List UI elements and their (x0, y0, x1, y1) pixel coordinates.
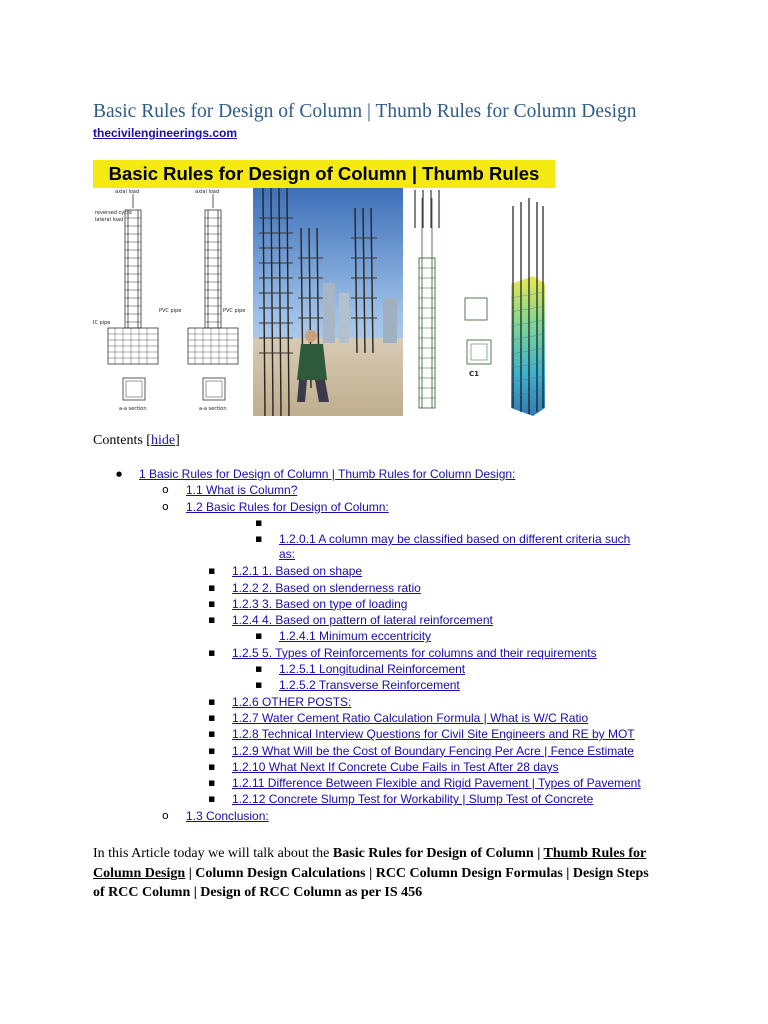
source-link[interactable]: thecivilengineerings.com (93, 126, 238, 140)
page-title: Basic Rules for Design of Column | Thumb Rules for Column Design (93, 101, 637, 122)
toc-bullet: o (162, 808, 169, 822)
toc-link[interactable]: 1.2.5.2 Transverse Reinforcement (279, 678, 460, 693)
toc-bullet: ▪ (208, 759, 216, 773)
hide-toggle-link[interactable]: hide (150, 433, 176, 448)
hero-image (93, 160, 555, 416)
toc-bullet: ▪ (255, 515, 263, 529)
toc-bullet: ▪ (208, 645, 216, 659)
toc-bullet: ● (116, 470, 123, 478)
toc-bullet: o (162, 483, 169, 497)
toc-bullet: ▪ (208, 792, 216, 806)
toc-item[interactable] (0, 596, 768, 612)
toc-link[interactable]: 1.2.2 2. Based on slenderness ratio (232, 580, 421, 595)
toc-item[interactable] (0, 612, 768, 628)
toc-item[interactable] (0, 677, 768, 693)
contents-label: Contents [ (93, 433, 151, 448)
toc-link[interactable]: 1.2.5 5. Types of Reinforcements for columns and their requirements (232, 645, 597, 660)
toc-bullet: ▪ (208, 613, 216, 627)
toc-item[interactable] (0, 563, 768, 579)
label-lateral-load: lateral load (95, 217, 124, 223)
label-section-1: a-a section (119, 406, 147, 412)
toc-item[interactable] (0, 726, 768, 742)
toc-link[interactable]: 1.1 What is Column? (186, 483, 298, 498)
toc-link[interactable]: 1.2.1 1. Based on shape (232, 564, 363, 579)
toc-item[interactable] (0, 710, 768, 726)
toc-link[interactable]: 1.2.6 OTHER POSTS: (232, 694, 352, 709)
toc-item[interactable] (0, 791, 768, 807)
toc-link[interactable]: 1.2 Basic Rules for Design of Column: (186, 499, 389, 514)
toc-link[interactable]: 1.2.10 What Next If Concrete Cube Fails in Test After 28 days (232, 759, 559, 774)
toc-link[interactable]: 1.2.3 3. Based on type of loading (232, 596, 408, 611)
toc-bullet: ▪ (208, 776, 216, 790)
intro-bold-3: | Column Design Calculations | RCC Column Design Formulas | Design Steps of RCC Column | Design of RCC Column as per IS 456 (93, 865, 649, 900)
toc-item[interactable] (0, 628, 768, 644)
toc-link[interactable]: 1.2.4.1 Minimum eccentricity (279, 629, 432, 644)
toc-item[interactable] (0, 808, 768, 824)
toc-link[interactable]: 1 Basic Rules for Design of Column | Thumb Rules for Column Design: (139, 467, 516, 481)
toc-item[interactable] (0, 694, 768, 710)
toc-link[interactable]: 1.2.7 Water Cement Ratio Calculation Formula | What is W/C Ratio (232, 710, 589, 725)
toc-item (0, 515, 768, 531)
toc-bullet: ▪ (208, 596, 216, 610)
toc-bullet: ▪ (208, 743, 216, 757)
toc-bullet: ▪ (208, 710, 216, 724)
label-ic-pipe: IC pipe (93, 320, 111, 326)
toc-bullet: o (162, 499, 169, 513)
toc-link[interactable]: 1.2.4 4. Based on pattern of lateral reinforcement (232, 613, 493, 628)
toc-item[interactable] (0, 645, 768, 661)
toc-bullet: ▪ (208, 727, 216, 741)
label-reversed-cyclic: reversed cyclic (95, 210, 133, 216)
toc-link[interactable]: 1.2.8 Technical Interview Questions for Civil Site Engineers and RE by MOT (232, 727, 635, 742)
label-pvc-pipe-2: PVC pipe (223, 308, 246, 314)
label-pvc-pipe-1: PVC pipe (159, 308, 182, 314)
toc-item[interactable] (0, 482, 768, 498)
toc-link[interactable]: 1.2.12 Concrete Slump Test for Workability | Slump Test of Concrete (232, 792, 594, 807)
toc-bullet: ▪ (208, 564, 216, 578)
contents-heading (93, 433, 180, 449)
toc-bullet: ▪ (208, 694, 216, 708)
toc-item[interactable] (0, 743, 768, 759)
article-intro (93, 844, 653, 903)
toc-item[interactable] (0, 661, 768, 677)
label-axial-load-2: axial load (195, 189, 220, 195)
toc-link[interactable]: 1.2.9 What Will be the Cost of Boundary Fencing Per Acre | Fence Estimate (232, 743, 634, 758)
toc-link[interactable]: 1.2.5.1 Longitudinal Reinforcement (279, 662, 466, 676)
toc-item[interactable] (0, 775, 768, 791)
label-c1: C1 (469, 370, 480, 378)
toc-link[interactable]: 1.2.11 Difference Between Flexible and Rigid Pavement | Types of Pavement (232, 776, 641, 791)
toc-bullet: ▪ (255, 662, 263, 675)
toc-item[interactable] (0, 531, 768, 562)
toc-bullet: ▪ (255, 629, 263, 643)
toc-link[interactable]: 1.2.0.1 A column may be classified based on different criteria such (279, 532, 631, 547)
toc-item[interactable] (0, 466, 768, 482)
label-section-2: a-a section (199, 406, 227, 412)
intro-bold-1: Basic Rules for Design of Column | (332, 846, 544, 861)
contents-close-bracket: ] (175, 433, 180, 448)
toc-bullet: ▪ (255, 678, 263, 692)
hero-banner: Basic Rules for Design of Column | Thumb Rules (93, 160, 555, 188)
toc-bullet: ▪ (208, 580, 216, 594)
toc-link[interactable]: 1.3 Conclusion: (186, 808, 269, 823)
intro-lead: In this Article today we will talk about the (93, 846, 333, 861)
intro-thumb-rules-link[interactable]: Thumb Rules for Column Design (93, 846, 647, 881)
toc-item[interactable] (0, 759, 768, 775)
label-axial-load-1: axial load (115, 189, 140, 195)
toc-link-continued[interactable]: as: (279, 547, 296, 562)
column-reinforcement-illustration (93, 188, 555, 416)
toc-bullet: ▪ (255, 532, 263, 546)
toc-item[interactable] (0, 499, 768, 515)
toc-item[interactable] (0, 580, 768, 596)
